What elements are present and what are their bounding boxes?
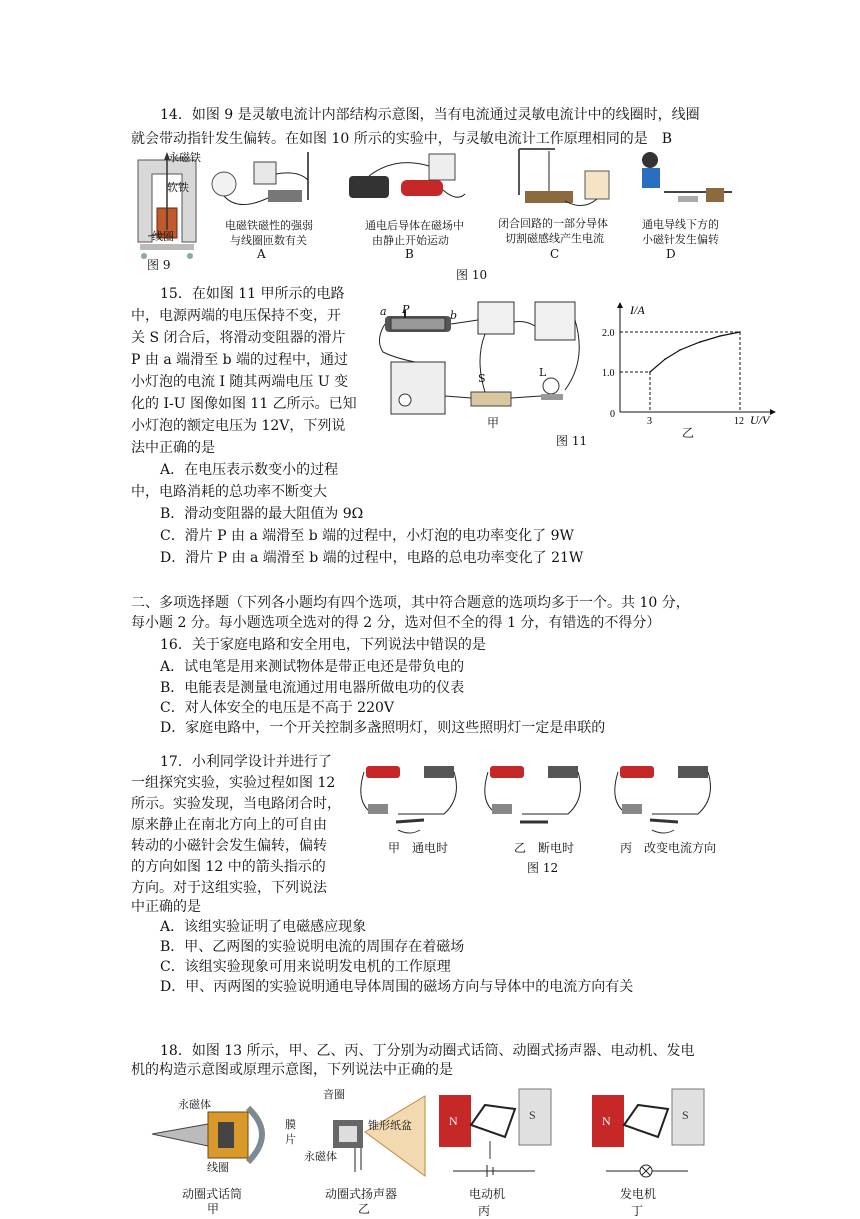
circuit-label-p: P bbox=[402, 303, 410, 316]
q16-option-c: C．对人体安全的电压是不高于 220V bbox=[160, 700, 394, 716]
speaker-name: 动圈式扬声器 bbox=[325, 1187, 398, 1201]
svg-text:N: N bbox=[449, 1114, 458, 1128]
q15-option-a: A．在电压表示数变小的过程 bbox=[160, 462, 339, 478]
speaker-tag: 乙 bbox=[358, 1202, 371, 1216]
q15-line: 法中正确的是 bbox=[131, 440, 215, 456]
chart-point bbox=[679, 349, 681, 351]
svg-text:N: N bbox=[602, 1114, 611, 1128]
circuit-label-l: L bbox=[539, 366, 547, 379]
chart-xlabel: U/V bbox=[750, 413, 770, 427]
speaker-label-magnet: 永磁体 bbox=[304, 1150, 337, 1163]
q17-option-a: A．该组实验证明了电磁感应现象 bbox=[160, 919, 367, 935]
q15-line: 化的 I-U 图像如图 11 乙所示。已知 bbox=[131, 396, 357, 412]
fig13-speaker bbox=[325, 1092, 430, 1178]
fig10-b-desc2: 由静止开始运动 bbox=[372, 234, 449, 247]
chart-point bbox=[719, 335, 721, 337]
q17-line: 转动的小磁针会发生偏转，偏转 bbox=[131, 838, 327, 854]
chart-y-tick-label: 2.0 bbox=[602, 328, 615, 339]
fig13-motor bbox=[435, 1085, 555, 1185]
chart-point bbox=[664, 358, 666, 360]
motor-tag: 丙 bbox=[478, 1204, 491, 1218]
fig10-a-desc1: 电磁铁磁性的强弱 bbox=[225, 219, 313, 232]
fig10-b-desc1: 通电后导体在磁场中 bbox=[365, 219, 464, 232]
fig10-c-letter: C bbox=[550, 247, 560, 261]
chart-ylabel: I/A bbox=[630, 303, 645, 317]
q15-line: P 由 a 端滑至 b 端的过程中，通过 bbox=[131, 352, 348, 368]
fig10-d-desc1: 通电导线下方的 bbox=[642, 218, 719, 231]
mic-tag: 甲 bbox=[207, 1202, 220, 1216]
fig12-label-bing: 丙 改变电流方向 bbox=[620, 841, 717, 855]
q17-line: 中正确的是 bbox=[131, 899, 201, 915]
chart-x-tick-label: 12 bbox=[734, 416, 744, 427]
circuit-label-s: S bbox=[478, 372, 486, 385]
fig12-panel-bing bbox=[612, 758, 712, 836]
chart-caption: 乙 bbox=[682, 426, 695, 440]
chart-x-tick-label: 3 bbox=[647, 416, 652, 427]
q17-line: 一组探究实验，实验过程如图 12 bbox=[131, 775, 336, 791]
q15-line: 关 S 闭合后，将滑动变阻器的滑片 bbox=[131, 330, 346, 346]
q17-line: 17．小利同学设计并进行了 bbox=[160, 754, 332, 770]
figure-11-iu-chart bbox=[600, 300, 780, 440]
svg-text:S: S bbox=[529, 1108, 536, 1122]
fig10-b-letter: B bbox=[405, 247, 414, 261]
chart-x-arrow bbox=[770, 409, 776, 415]
q14-stem-line1: 14．如图 9 是灵敏电流计内部结构示意图，当有电流通过灵敏电流计中的线圈时，线圈 bbox=[160, 107, 700, 123]
fig10-c-desc1: 闭合回路的一部分导体 bbox=[498, 217, 608, 230]
fig10-d-letter: D bbox=[666, 247, 676, 261]
q17-line: 的方向如图 12 中的箭头指示的 bbox=[131, 859, 326, 875]
q17-line: 方向。对于这组实验，下列说法 bbox=[131, 880, 327, 896]
q16-option-a: A．试电笔是用来测试物体是带正电还是带负电的 bbox=[160, 659, 465, 675]
fig13-generator bbox=[588, 1085, 708, 1185]
section2-header-line2: 每小题 2 分。每小题选项全选对的得 2 分，选对但不全的得 1 分，有错选的不得分） bbox=[131, 615, 661, 631]
fig10-d-desc2: 小磁针发生偏转 bbox=[642, 233, 719, 246]
fig12-panel-jia bbox=[358, 758, 458, 836]
q15-line: 中，电源两端的电压保持不变，开 bbox=[131, 308, 341, 324]
figure-9-galvanometer bbox=[130, 150, 210, 272]
svg-text:S: S bbox=[682, 1108, 689, 1122]
q14-stem-line2: 就会带动指针发生偏转。在如图 10 所示的实验中，与灵敏电流计工作原理相同的是 B bbox=[131, 131, 673, 147]
circuit-label-b: b bbox=[450, 309, 458, 322]
q16-option-b: B．电能表是测量电流通过用电器所做电功的仪表 bbox=[160, 680, 465, 696]
fig10-a-desc2: 与线圈匝数有关 bbox=[230, 234, 307, 247]
fig9-label-iron: 软铁 bbox=[167, 181, 189, 194]
q17-option-b: B．甲、乙两图的实验说明电流的周围存在着磁场 bbox=[160, 939, 465, 955]
fig10-panel-d bbox=[636, 150, 736, 216]
chart-origin-tick: 0 bbox=[610, 409, 615, 420]
fig9-label-coil: 线圈 bbox=[152, 230, 174, 243]
mic-label-magnet: 永磁体 bbox=[178, 1098, 211, 1111]
fig10-panel-b bbox=[345, 150, 470, 216]
q18-stem-line2: 机的构造示意图或原理示意图，下列说法中正确的是 bbox=[131, 1062, 453, 1078]
motor-name: 电动机 bbox=[469, 1187, 506, 1201]
mic-name: 动圈式话筒 bbox=[182, 1187, 243, 1201]
q15-line: 小灯泡的额定电压为 12V，下列说 bbox=[131, 418, 346, 434]
fig10-caption: 图 10 bbox=[456, 268, 488, 282]
chart-point bbox=[699, 341, 701, 343]
chart-y-tick-label: 1.0 bbox=[602, 368, 615, 379]
circuit-label-a: a bbox=[380, 305, 387, 318]
fig10-a-letter: A bbox=[257, 247, 266, 261]
q16-option-d: D．家庭电路中，一个开关控制多盏照明灯，则这些照明灯一定是串联的 bbox=[160, 720, 606, 736]
q17-option-d: D．甲、丙两图的实验说明通电导体周围的磁场方向与导体中的电流方向有关 bbox=[160, 979, 634, 995]
q15-line: 15．在如图 11 甲所示的电路 bbox=[160, 286, 345, 302]
q15-option-c: C．滑片 P 由 a 端滑至 b 端的过程中，小灯泡的电功率变化了 9W bbox=[160, 528, 574, 544]
mic-label-coil: 线圈 bbox=[207, 1161, 229, 1174]
chart-y-arrow bbox=[617, 302, 623, 308]
q15-line: 小灯泡的电流 I 随其两端电压 U 变 bbox=[131, 374, 349, 390]
circuit-caption: 甲 bbox=[487, 416, 500, 430]
fig10-c-desc2: 切割磁感线产生电流 bbox=[505, 232, 604, 245]
q17-line: 所示。实验发现，当电路闭合时， bbox=[131, 796, 341, 812]
mic-label-film: 膜 bbox=[285, 1118, 296, 1131]
chart-series-line bbox=[650, 332, 740, 372]
q18-stem-line1: 18．如图 13 所示，甲、乙、丙、丁分别为动圈式话筒、动圈式扬声器、电动机、发电 bbox=[160, 1043, 695, 1059]
fig12-label-yi: 乙 断电时 bbox=[514, 841, 575, 855]
q16-stem: 16．关于家庭电路和安全用电，下列说法中错误的是 bbox=[160, 637, 486, 653]
fig12-label-jia: 甲 通电时 bbox=[388, 841, 449, 855]
fig11-caption: 图 11 bbox=[556, 434, 588, 448]
figure-11-circuit bbox=[375, 300, 590, 428]
q17-line: 原来静止在南北方向上的可自由 bbox=[131, 817, 327, 833]
section2-heading: 二、多项选择题（下列各小题均有四个选项，其中符合题意的选项均多于一个。共 10 分， bbox=[131, 595, 690, 611]
fig9-label-magnet: 永磁铁 bbox=[168, 151, 201, 164]
fig12-caption: 图 12 bbox=[527, 861, 559, 875]
generator-tag: 丁 bbox=[631, 1204, 644, 1218]
mic-label-film2: 片 bbox=[285, 1133, 296, 1146]
speaker-label-cone: 锥形纸盆 bbox=[368, 1119, 412, 1132]
q15-option-a-cont: 中，电路消耗的总功率不断变大 bbox=[131, 484, 327, 500]
q15-option-b: B．滑动变阻器的最大阻值为 9Ω bbox=[160, 506, 364, 522]
fig10-panel-c bbox=[505, 145, 615, 216]
speaker-label-coil: 音圈 bbox=[323, 1088, 345, 1101]
fig12-panel-yi bbox=[482, 758, 582, 836]
q15-option-d: D．滑片 P 由 a 端滑至 b 端的过程中，电路的总电功率变化了 21W bbox=[160, 550, 584, 566]
generator-name: 发电机 bbox=[620, 1187, 657, 1201]
fig10-panel-a bbox=[208, 150, 320, 216]
q17-option-c: C．该组实验现象可用来说明发电机的工作原理 bbox=[160, 959, 451, 975]
fig9-caption: 图 9 bbox=[147, 258, 171, 272]
